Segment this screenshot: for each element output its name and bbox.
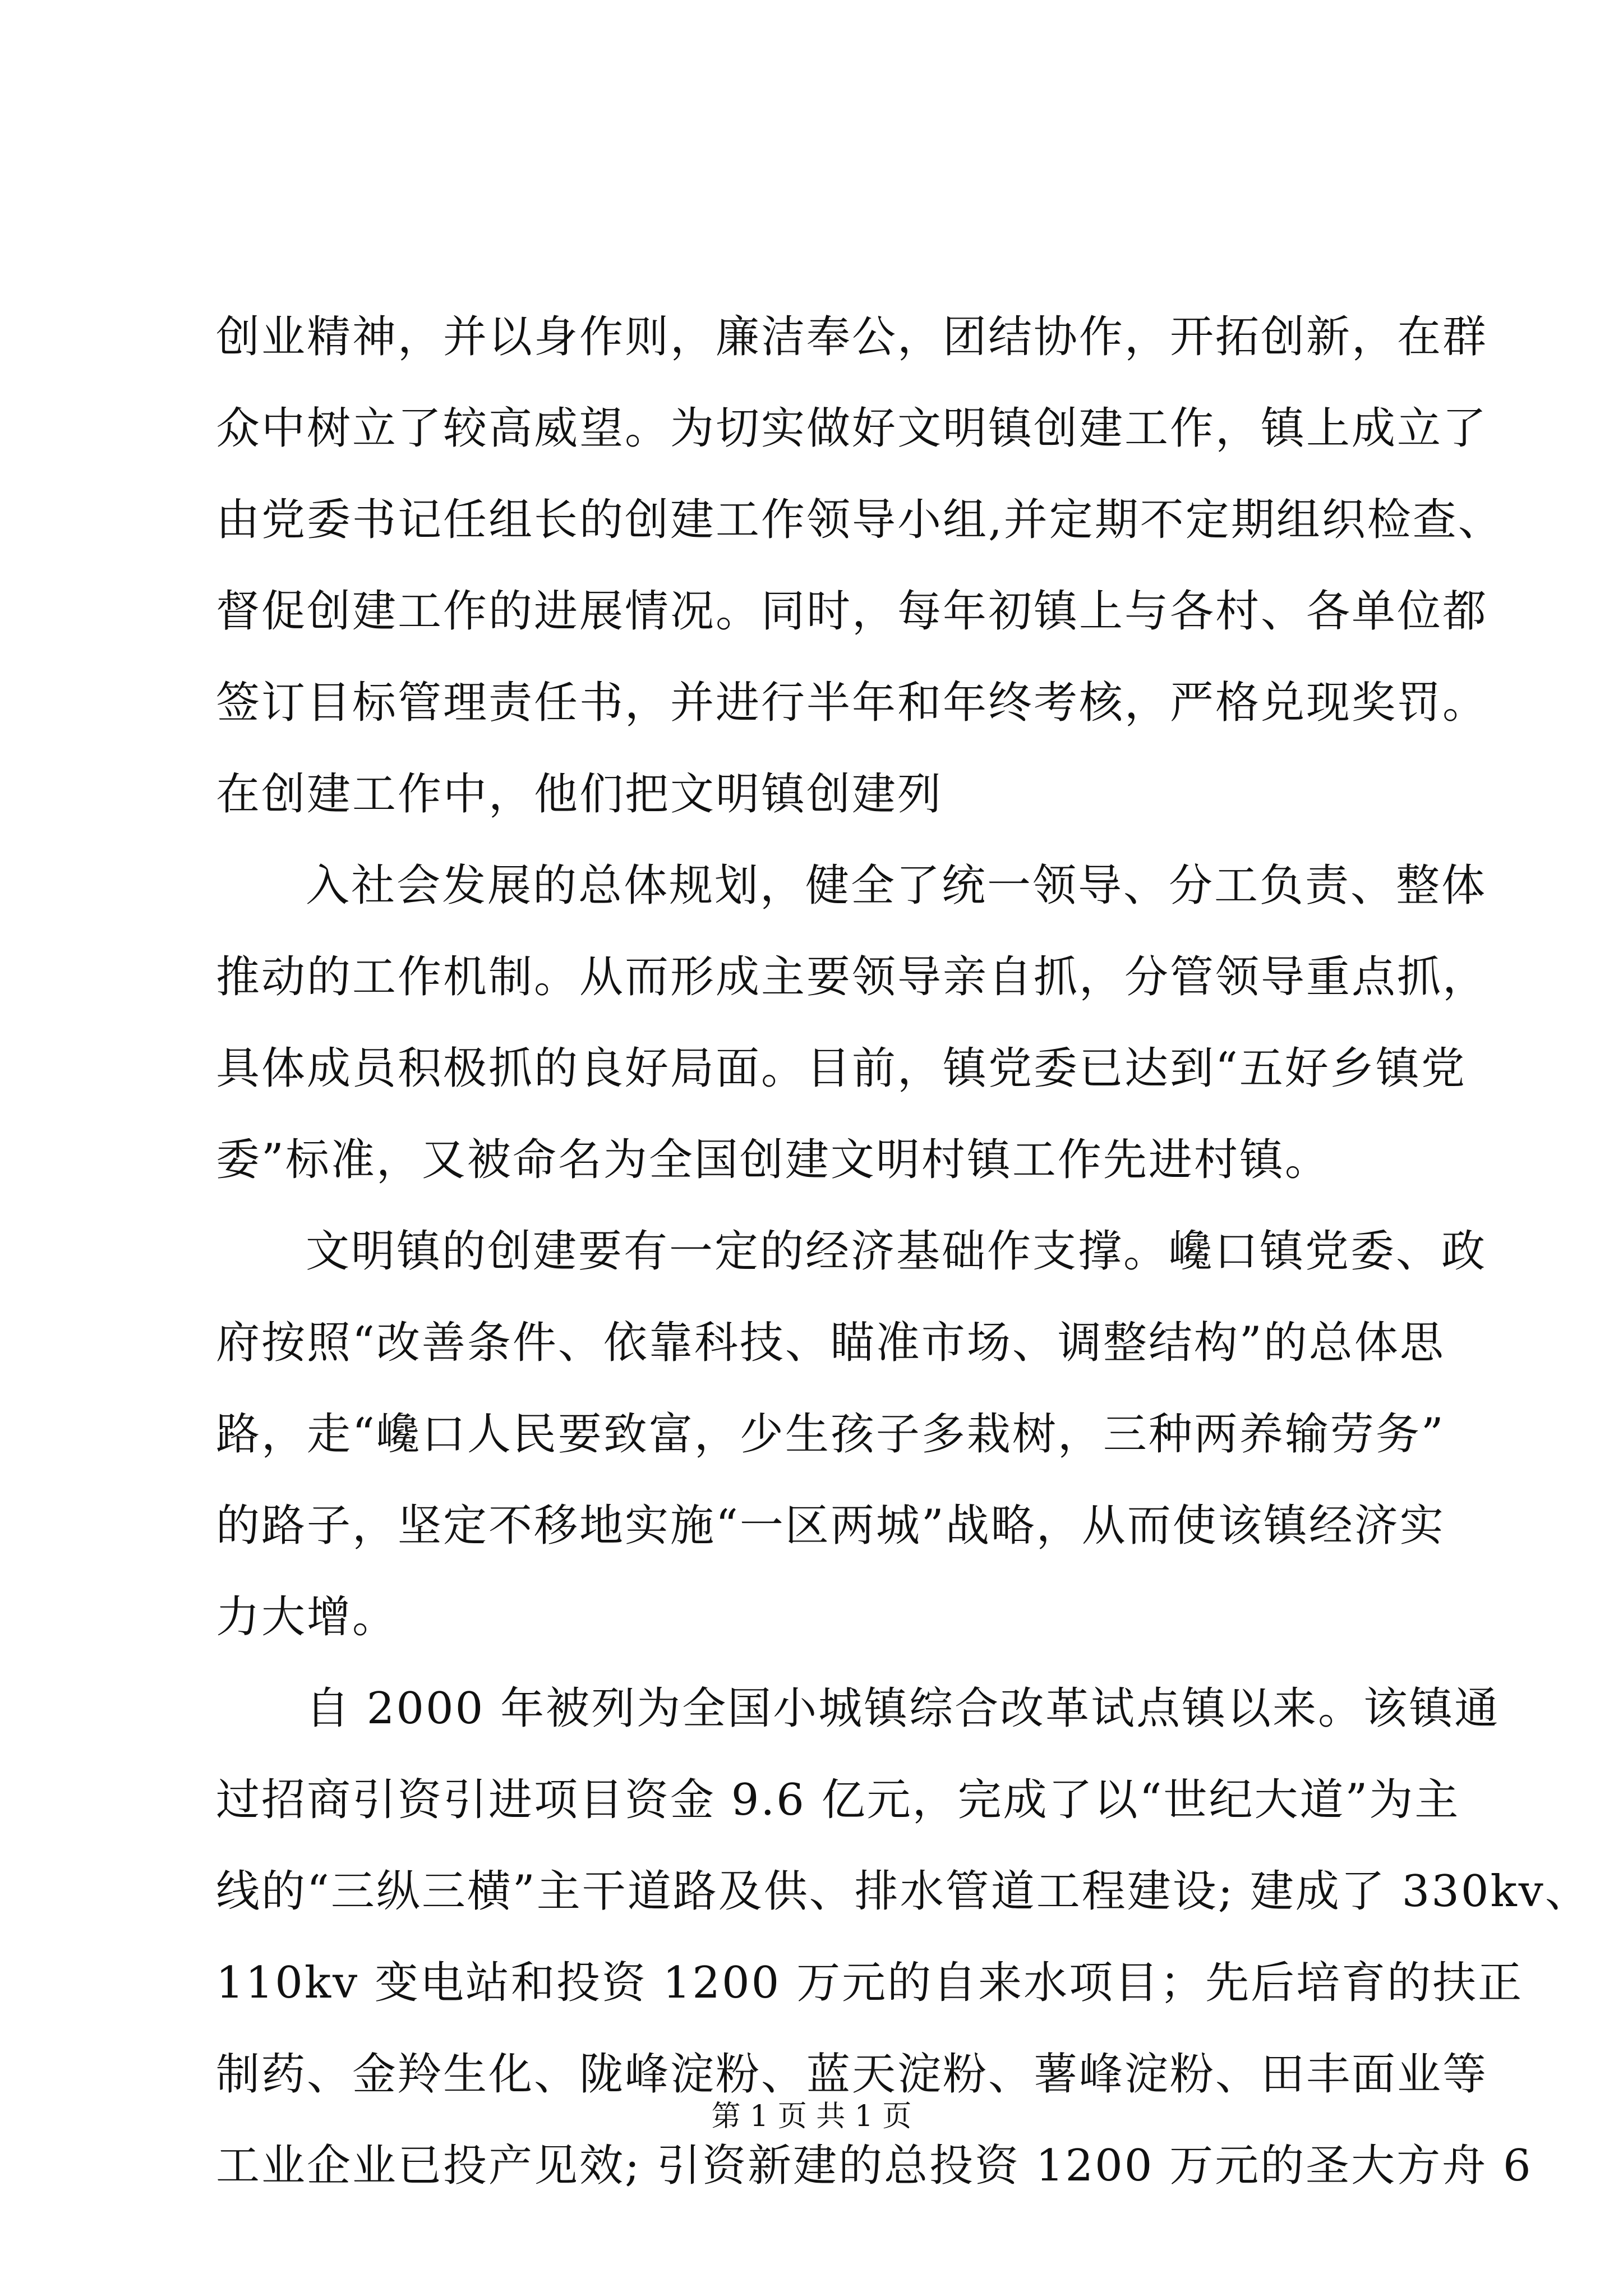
text-line: 110kv 变电站和投资 1200 万元的自来水项目；先后培育的扶正 — [216, 1958, 1524, 2008]
text-line: 的路子，坚定不移地实施“一区两城”战略，从而使该镇经济实 — [216, 1501, 1445, 1551]
text-line: 签订目标管理责任书，并进行半年和年终考核，严格兑现奖罚。 — [216, 678, 1488, 728]
text-line: 力大增。 — [216, 1592, 398, 1642]
text-line: 府按照“改善条件、依靠科技、瞄准市场、调整结构”的总体思 — [216, 1318, 1445, 1368]
paragraph — [216, 1206, 1487, 1663]
text-line: 众中树立了较高威望。为切实做好文明镇创建工作，镇上成立了 — [216, 403, 1488, 454]
text-line: 工业企业已投产见效; 引资新建的总投资 1200 万元的圣大方舟 6 — [216, 2141, 1533, 2191]
document-body — [216, 292, 1590, 2212]
text-line: 自 2000 年被列为全国小城镇综合改革试点镇以来。该镇通 — [306, 1683, 1500, 1734]
text-line: 在创建工作中，他们把文明镇创建列 — [216, 769, 943, 820]
text-line: 制药、金羚生化、陇峰淀粉、蓝天淀粉、薯峰淀粉、田丰面业等 — [216, 2049, 1488, 2100]
text-line: 创业精神，并以身作则，廉洁奉公，团结协作，开拓创新，在群 — [216, 312, 1488, 362]
text-line: 由党委书记任组长的创建工作领导小组,并定期不定期组织检查、 — [216, 495, 1504, 545]
text-line: 推动的工作机制。从而形成主要领导亲自抓，分管领导重点抓， — [216, 952, 1488, 1002]
paragraph — [216, 840, 1488, 1206]
page-footer: 第 1 页 共 1 页 — [711, 2100, 912, 2133]
text-line: 路，走“巉口人民要致富，少生孩子多栽树，三种两养输劳务” — [216, 1409, 1445, 1460]
text-line: 委”标准，又被命名为全国创建文明村镇工作先进村镇。 — [216, 1135, 1330, 1185]
text-line: 线的“三纵三横”主干道路及供、排水管道工程建设; 建成了 330kv、 — [216, 1866, 1590, 1917]
text-line: 过招商引资引进项目资金 9.6 亿元，完成了以“世纪大道”为主 — [216, 1775, 1460, 1825]
text-line: 督促创建工作的进展情况。同时，每年初镇上与各村、各单位都 — [216, 586, 1488, 637]
text-line: 文明镇的创建要有一定的经济基础作支撑。巉口镇党委、政 — [306, 1226, 1487, 1277]
text-line: 入社会发展的总体规划，健全了统一领导、分工负责、整体 — [306, 861, 1487, 911]
text-line: 具体成员积极抓的良好局面。目前，镇党委已达到“五好乡镇党 — [216, 1043, 1467, 1094]
paragraph — [216, 292, 1504, 840]
